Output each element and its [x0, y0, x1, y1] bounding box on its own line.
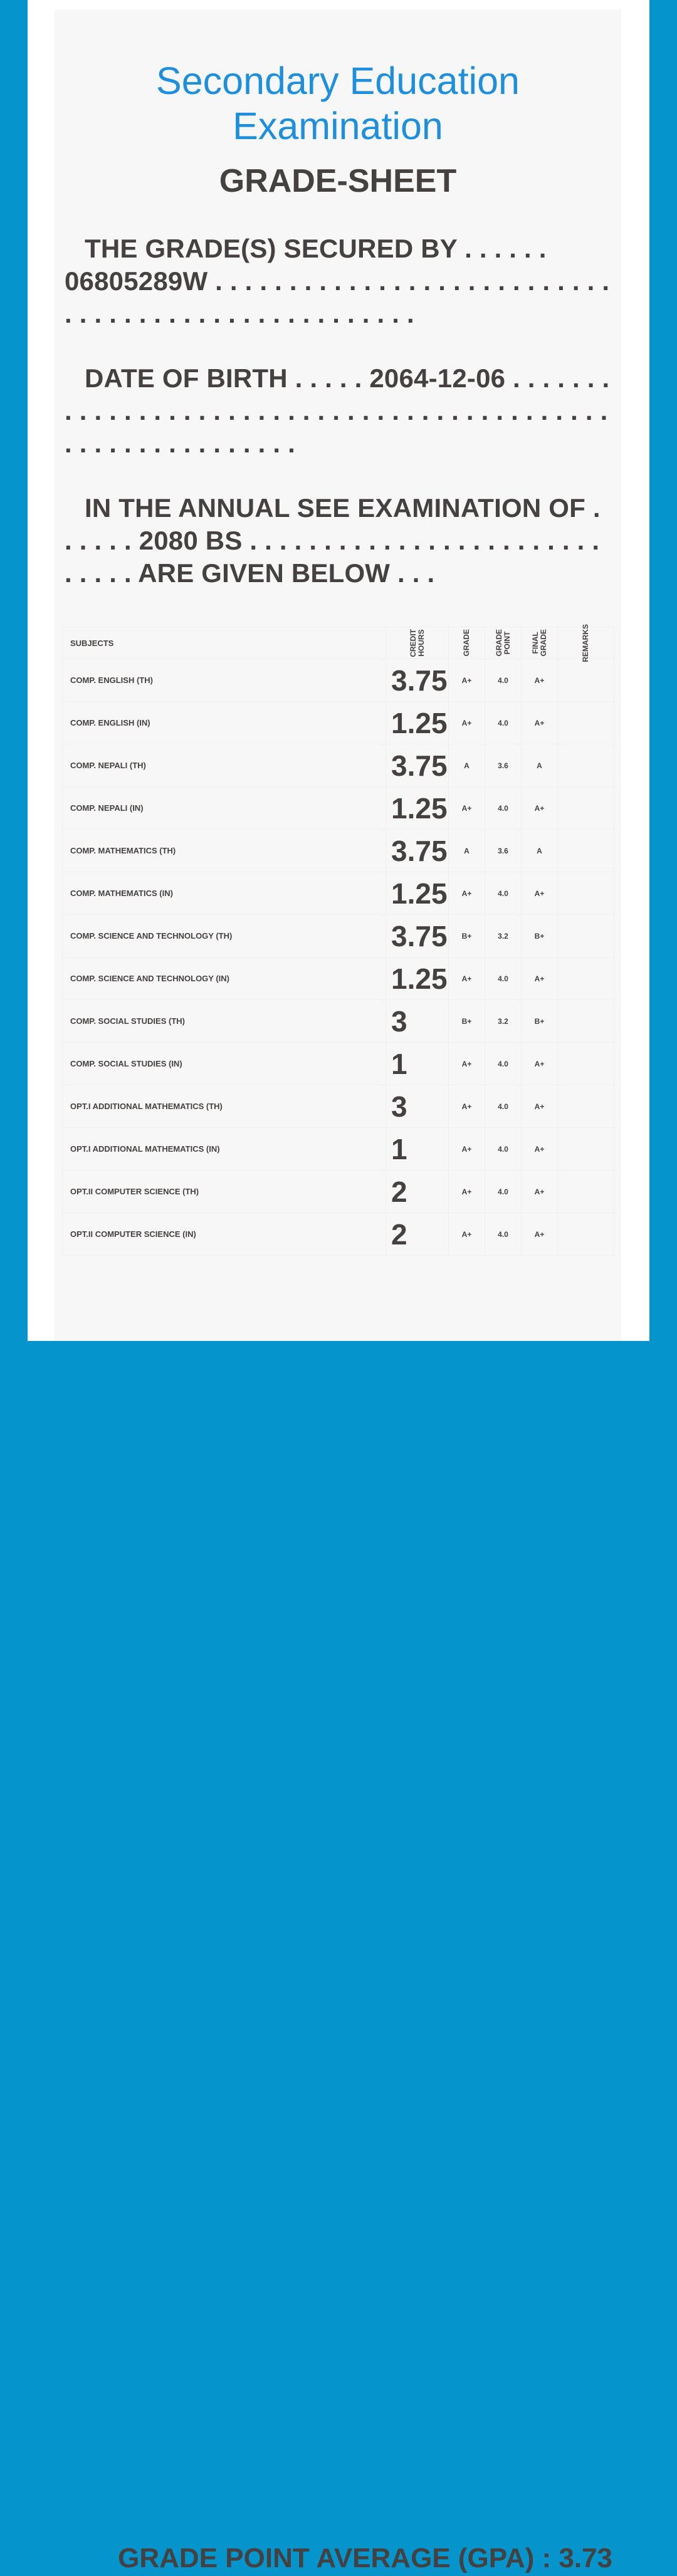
grade-cell: A	[449, 744, 485, 787]
credit-hours-cell: 2	[386, 1171, 449, 1213]
grade-cell: A+	[449, 872, 485, 915]
subject-cell: COMP. SCIENCE AND TECHNOLOGY (TH)	[63, 915, 386, 957]
credit-hours-cell: 1	[386, 1043, 449, 1085]
header-credit-hours	[386, 627, 449, 659]
credit-hours-cell: 3	[386, 1000, 449, 1043]
secured-by-statement: THE GRADE(S) SECURED BY . . . . . . 06805289W . . . . . . . . . . . . . . . . . . . . . . . . . . . . . . . . . . . . . . . . . . . . . . . . . . .	[65, 234, 610, 328]
remarks-cell	[558, 659, 614, 702]
remarks-cell	[558, 1171, 614, 1213]
grade-cell: A+	[449, 1085, 485, 1128]
final-grade-cell: A+	[522, 872, 558, 915]
remarks-cell	[558, 744, 614, 787]
exam-statement: IN THE ANNUAL SEE EXAMINATION OF . . . . . . 2080 BS . . . . . . . . . . . . . . . . . . . . . . . . . . . . . ARE GIVEN BELOW . . .	[65, 493, 601, 588]
grade-point-cell: 4.0	[485, 659, 522, 702]
grades-table	[62, 623, 614, 1256]
table-row	[63, 744, 614, 787]
final-grade-cell: A+	[522, 1128, 558, 1171]
final-grade-cell: A+	[522, 787, 558, 830]
table-row	[63, 830, 614, 872]
credit-hours-cell: 1.25	[386, 787, 449, 830]
header-grade	[449, 627, 485, 659]
subject-cell: COMP. MATHEMATICS (TH)	[63, 830, 386, 872]
grade-cell: A+	[449, 659, 485, 702]
table-row	[63, 787, 614, 830]
credit-hours-cell: 3.75	[386, 659, 449, 702]
subject-cell: COMP. SOCIAL STUDIES (TH)	[63, 1000, 386, 1043]
subject-cell: OPT.II COMPUTER SCIENCE (IN)	[63, 1213, 386, 1256]
credit-hours-cell: 3	[386, 1085, 449, 1128]
subject-cell: COMP. MATHEMATICS (IN)	[63, 872, 386, 915]
header-subjects: SUBJECTS	[63, 627, 386, 659]
grade-point-cell: 4.0	[485, 1128, 522, 1171]
header-remarks-label: REMARKS	[581, 623, 590, 662]
subject-cell: COMP. NEPALI (IN)	[63, 787, 386, 830]
credit-hours-cell: 3.75	[386, 915, 449, 957]
grade-cell: A+	[449, 702, 485, 744]
remarks-cell	[558, 872, 614, 915]
header-final-grade	[522, 627, 558, 659]
grade-cell: A+	[449, 1213, 485, 1256]
subject-cell: COMP. ENGLISH (TH)	[63, 659, 386, 702]
subject-cell: OPT.II COMPUTER SCIENCE (TH)	[63, 1171, 386, 1213]
final-grade-cell: A+	[522, 1213, 558, 1256]
table-header-row	[63, 627, 614, 659]
grade-point-cell: 4.0	[485, 957, 522, 1000]
grade-point-cell: 4.0	[485, 1085, 522, 1128]
remarks-cell	[558, 1128, 614, 1171]
remarks-cell	[558, 957, 614, 1000]
header-final-grade-label: FINAL GRADE	[530, 629, 548, 657]
final-grade-cell: A+	[522, 659, 558, 702]
final-grade-cell: A+	[522, 1171, 558, 1213]
grade-cell: A+	[449, 1171, 485, 1213]
table-row	[63, 1213, 614, 1256]
grade-cell: A+	[449, 1128, 485, 1171]
grade-cell: A	[449, 830, 485, 872]
grade-cell: A+	[449, 787, 485, 830]
grades-table-body	[63, 659, 614, 1256]
table-row	[63, 957, 614, 1000]
grade-point-cell: 3.6	[485, 830, 522, 872]
gpa-summary: GRADE POINT AVERAGE (GPA) : 3.73	[118, 2543, 612, 2573]
final-grade-cell: B+	[522, 1000, 558, 1043]
remarks-cell	[558, 1085, 614, 1128]
table-row	[63, 915, 614, 957]
header-grade-point	[485, 627, 522, 659]
grade-point-cell: 3.2	[485, 915, 522, 957]
grade-point-cell: 4.0	[485, 1213, 522, 1256]
header-remarks	[558, 623, 614, 662]
grade-cell: A+	[449, 957, 485, 1000]
final-grade-cell: A+	[522, 1043, 558, 1085]
grade-cell: B+	[449, 915, 485, 957]
subject-cell: COMP. ENGLISH (IN)	[63, 702, 386, 744]
grade-point-cell: 4.0	[485, 1043, 522, 1085]
grade-sheet	[55, 9, 621, 2573]
final-grade-cell: A+	[522, 957, 558, 1000]
credit-hours-cell: 1.25	[386, 957, 449, 1000]
table-row	[63, 702, 614, 744]
remarks-cell	[558, 1000, 614, 1043]
grade-point-cell: 4.0	[485, 872, 522, 915]
date-of-birth-statement: DATE OF BIRTH . . . . . 2064-12-06 . . . . . . . . . . . . . . . . . . . . . . . . . . . . . . . . . . . . . . . . . . . . . . . . . . . . . . . . . . . .	[65, 363, 610, 458]
table-row	[63, 1171, 614, 1213]
page-frame	[28, 0, 649, 2573]
final-grade-cell: A	[522, 830, 558, 872]
remarks-cell	[558, 915, 614, 957]
grade-point-cell: 4.0	[485, 1171, 522, 1213]
table-row	[63, 1043, 614, 1085]
table-row	[63, 1128, 614, 1171]
header-credit-hours-label: CREDIT HOURS	[408, 628, 426, 657]
credit-hours-cell: 1.25	[386, 702, 449, 744]
grade-point-cell: 4.0	[485, 787, 522, 830]
subject-cell: COMP. SOCIAL STUDIES (IN)	[63, 1043, 386, 1085]
remarks-cell	[558, 830, 614, 872]
final-grade-cell: B+	[522, 915, 558, 957]
grade-cell: A+	[449, 1043, 485, 1085]
credit-hours-cell: 3.75	[386, 830, 449, 872]
header-grade-label: GRADE	[462, 629, 471, 657]
final-grade-cell: A+	[522, 1085, 558, 1128]
final-grade-cell: A+	[522, 702, 558, 744]
grade-cell: B+	[449, 1000, 485, 1043]
sheet-subtitle: GRADE-SHEET	[219, 163, 457, 199]
grade-point-cell: 4.0	[485, 702, 522, 744]
exam-title: Secondary Education Examination	[156, 60, 520, 147]
grade-point-cell: 3.2	[485, 1000, 522, 1043]
remarks-cell	[558, 1213, 614, 1256]
subject-cell: OPT.I ADDITIONAL MATHEMATICS (TH)	[63, 1085, 386, 1128]
grade-point-cell: 3.6	[485, 744, 522, 787]
table-row	[63, 659, 614, 702]
credit-hours-cell: 1.25	[386, 872, 449, 915]
remarks-cell	[558, 1043, 614, 1085]
subject-cell: OPT.I ADDITIONAL MATHEMATICS (IN)	[63, 1128, 386, 1171]
remarks-cell	[558, 787, 614, 830]
table-row	[63, 1000, 614, 1043]
subject-cell: COMP. SCIENCE AND TECHNOLOGY (IN)	[63, 957, 386, 1000]
final-grade-cell: A	[522, 744, 558, 787]
credit-hours-cell: 3.75	[386, 744, 449, 787]
credit-hours-cell: 1	[386, 1128, 449, 1171]
table-row	[63, 1085, 614, 1128]
credit-hours-cell: 2	[386, 1213, 449, 1256]
subject-cell: COMP. NEPALI (TH)	[63, 744, 386, 787]
table-row	[63, 872, 614, 915]
header-grade-point-label: GRADE POINT	[494, 629, 512, 657]
remarks-cell	[558, 702, 614, 744]
